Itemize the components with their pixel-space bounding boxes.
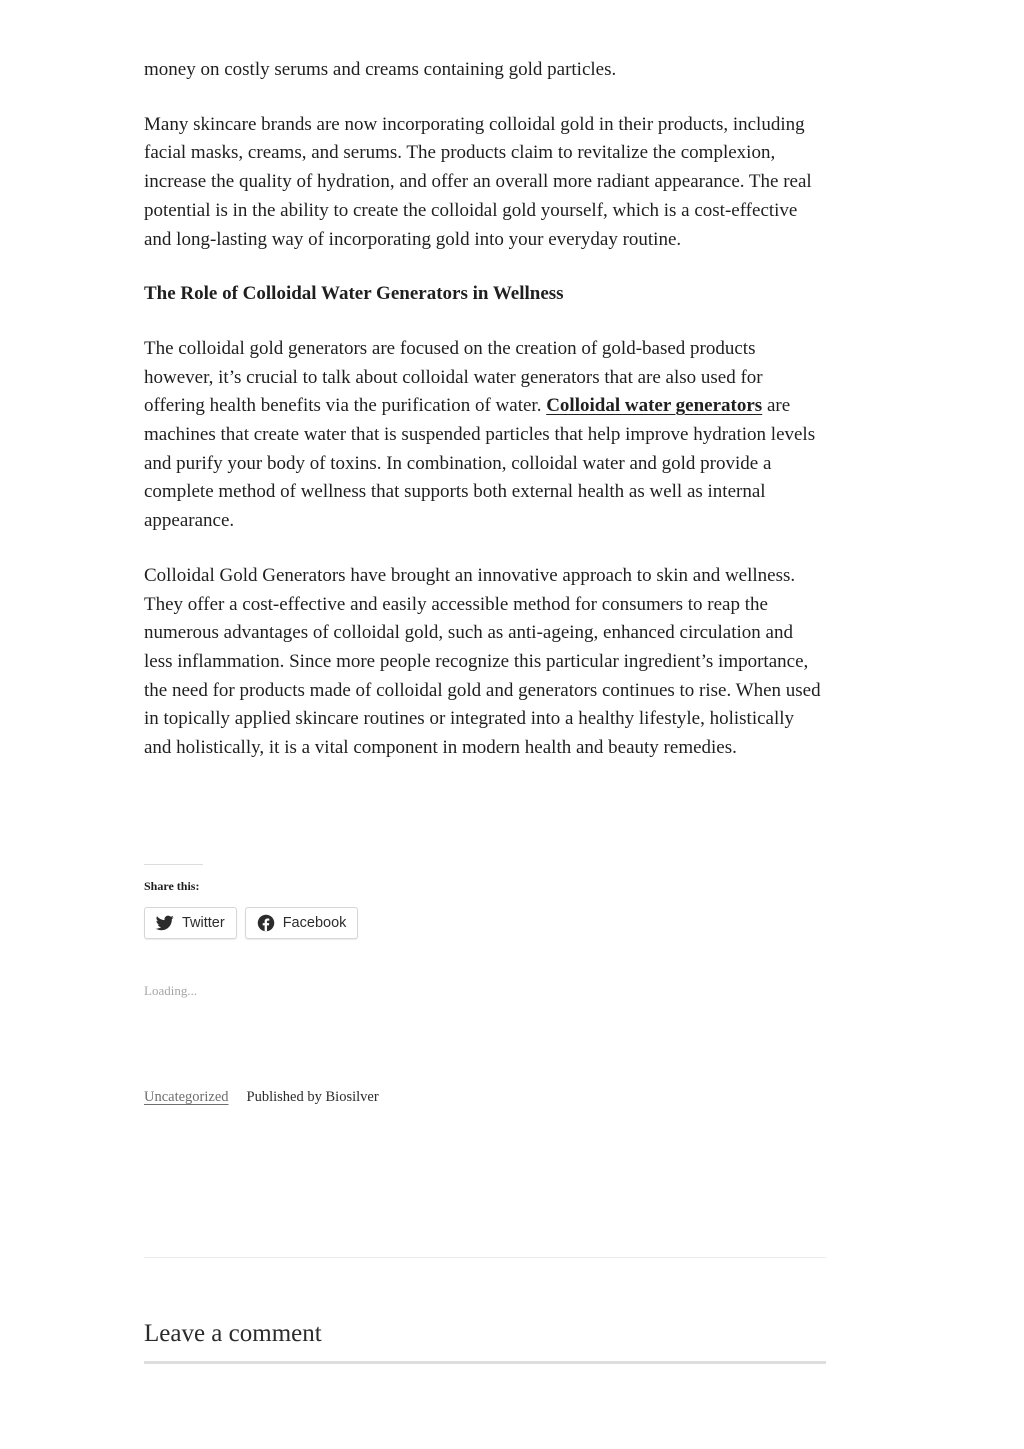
article-paragraph: [144, 335, 826, 536]
facebook-label: Facebook: [282, 915, 347, 931]
article-paragraph: money on costly serums and creams containing gold particles.: [144, 59, 617, 80]
article-paragraph: Many skincare brands are now incorporating colloidal gold in their products, including facial masks, creams, and serums. The products claim to revitalize the complexion, increase the quality of hydration, and offer an overall more radiant appearance. The real potential is in the ability to create the colloidal gold yourself, which is a cost-effective and long-lasting way of incorporating gold into your everyday routine.: [144, 113, 812, 250]
facebook-icon: [257, 914, 275, 932]
post-meta: [144, 1089, 379, 1106]
paragraph-text: The colloidal gold generators are focused on the creation of gold-based products however, it’s crucial to talk about colloidal water generators that are also used for offering health benefits via the purification of water.: [144, 337, 763, 417]
facebook-share-button[interactable]: [245, 907, 359, 939]
twitter-share-button[interactable]: [144, 907, 237, 939]
paragraph-text: are machines that create water that is suspended particles that help improve hydration levels and purify your body of toxins. In combination, colloidal water and gold provide a complete method of wellness that supports both external health as well as internal appearance.: [144, 395, 816, 532]
category-link[interactable]: Uncategorized: [144, 1089, 229, 1105]
share-buttons: [144, 907, 444, 939]
share-title: Share this:: [144, 879, 200, 893]
article-paragraph: Colloidal Gold Generators have brought an innovative approach to skin and wellness. They offer a cost-effective and easily accessible method for consumers to reap the numerous advantages of colloidal gold, such as anti-ageing, enhanced circulation and less inflammation. Since more people recognize this particular ingredient’s importance, the need for products made of colloidal gold and generators continues to rise. When used in topically applied skincare routines or integrated into a healthy lifestyle, holistically and holistically, it is a vital component in modern health and beauty remedies.: [144, 564, 821, 759]
leave-comment-title: Leave a comment: [144, 1316, 826, 1364]
likes-loading-text: Loading...: [144, 983, 198, 998]
article-content: [144, 56, 826, 789]
twitter-icon: [156, 915, 174, 931]
share-section: [144, 864, 444, 939]
published-by: Published by Biosilver: [246, 1089, 379, 1105]
colloidal-water-generators-link[interactable]: Colloidal water generators: [546, 395, 763, 417]
section-heading: The Role of Colloidal Water Generators in Wellness: [144, 283, 564, 305]
comments-divider: [144, 1257, 826, 1258]
share-divider: [144, 864, 203, 865]
twitter-label: Twitter: [182, 915, 225, 931]
